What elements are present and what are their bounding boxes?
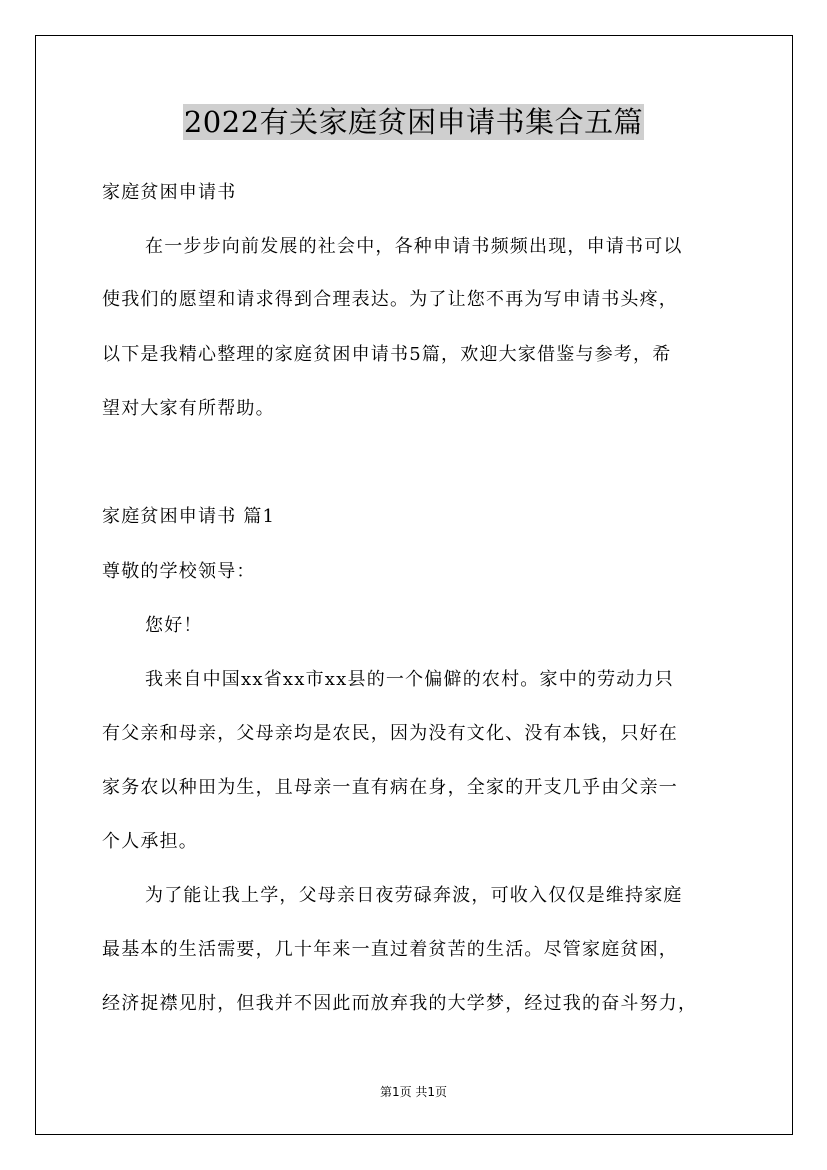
paragraph-line: 使我们的愿望和请求得到合理表达。为了让您不再为写申请书头疼， [102, 289, 678, 310]
section-heading: 家庭贫困申请书 [102, 182, 237, 203]
paragraph-line: 个人承担。 [102, 831, 198, 852]
paragraph-line: 为了能让我上学，父母亲日夜劳碌奔波，可收入仅仅是维持家庭 [145, 885, 683, 906]
paragraph-line: 经济捉襟见肘，但我并不因此而放弃我的大学梦，经过我的奋斗努力， [102, 993, 698, 1014]
section-heading: 家庭贫困申请书 篇1 [102, 506, 276, 527]
paragraph-line: 望对大家有所帮助。 [102, 398, 275, 419]
title-container [0, 104, 827, 140]
paragraph-line: 以下是我精心整理的家庭贫困申请书5篇，欢迎大家借鉴与参考，希 [102, 344, 672, 365]
paragraph-line: 在一步步向前发展的社会中，各种申请书频频出现，申请书可以 [145, 236, 683, 257]
paragraph-line: 家务农以种田为生，且母亲一直有病在身，全家的开支几乎由父亲一 [102, 777, 678, 798]
paragraph-line: 最基本的生活需要，几十年来一直过着贫苦的生活。尽管家庭贫困， [102, 939, 678, 960]
paragraph-line: 有父亲和母亲，父母亲均是农民，因为没有文化、没有本钱，只好在 [102, 723, 678, 744]
paragraph-line: 我来自中国xx省xx市xx县的一个偏僻的农村。家中的劳动力只 [145, 669, 674, 690]
document-title: 2022有关家庭贫困申请书集合五篇 [183, 105, 644, 139]
salutation: 尊敬的学校领导： [102, 561, 256, 582]
greeting: 您好！ [145, 615, 203, 636]
page-number: 第1页 共1页 [379, 1085, 448, 1099]
